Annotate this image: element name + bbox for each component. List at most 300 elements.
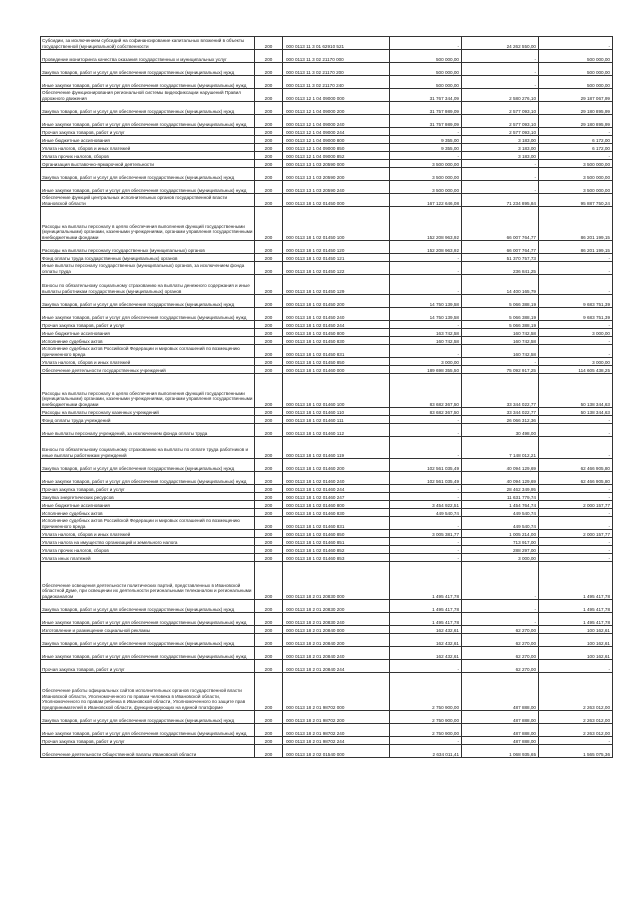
cell-cls: 000 0113 11 3 02 21170 240 <box>283 76 390 89</box>
cell-cls: 000 0113 18 1 02 01460 100 <box>283 374 390 408</box>
cell-exec: 24 262 550,00 <box>462 37 539 50</box>
cell-plan: - <box>390 254 462 262</box>
cell-plan: 31 767 344,09 <box>390 89 462 102</box>
cell-name: Прочая закупка товаров, работ и услуг <box>41 321 255 329</box>
cell-name: Уплата налогов, сборов и иных платежей <box>41 530 255 538</box>
cell-rest: - <box>539 737 613 745</box>
cell-cls: 000 0113 18 1 02 01450 830 <box>283 337 390 345</box>
cell-rest: 100 162,61 <box>539 626 613 634</box>
cell-rest: - <box>539 424 613 437</box>
cell-code: 200 <box>255 493 283 501</box>
cell-code: 200 <box>255 358 283 366</box>
cell-plan: 9 355,00 <box>390 144 462 152</box>
cell-code: 200 <box>255 254 283 262</box>
cell-code: 200 <box>255 647 283 660</box>
cell-plan: 3 005 381,77 <box>390 530 462 538</box>
cell-exec: 5 066 388,19 <box>462 295 539 308</box>
cell-cls: 000 0113 18 2 01 98702 000 <box>283 673 390 711</box>
cell-cls: 000 0113 12 1 04 09000 850 <box>283 144 390 152</box>
table-row <box>41 241 613 254</box>
cell-cls: 000 0113 12 1 04 09000 240 <box>283 115 390 128</box>
cell-cls: 000 0113 18 2 01 20840 200 <box>283 634 390 647</box>
cell-plan: 102 561 035,49 <box>390 459 462 472</box>
cell-plan: 3 500 000,00 <box>390 181 462 194</box>
cell-cls: 000 0113 18 1 02 01460 119 <box>283 437 390 459</box>
cell-exec: 1 454 764,74 <box>462 501 539 509</box>
cell-cls: 000 0113 11 3 02 21170 000 <box>283 50 390 63</box>
cell-name: Прочая закупка товаров, работ и услуг <box>41 485 255 493</box>
cell-name: Фонд оплаты труда учреждений <box>41 416 255 424</box>
cell-rest: 1 495 417,78 <box>539 613 613 626</box>
cell-plan: 2 750 900,00 <box>390 724 462 737</box>
cell-plan: 14 750 139,58 <box>390 295 462 308</box>
table-row <box>41 626 613 634</box>
cell-name: Закупка энергетических ресурсов <box>41 493 255 501</box>
cell-rest: 500 000,00 <box>539 50 613 63</box>
table-row <box>41 647 613 660</box>
cell-name: Закупка товаров, работ и услуг для обеспечения государственных (муниципальных) нужд <box>41 63 255 76</box>
cell-plan: 2 750 900,00 <box>390 673 462 711</box>
cell-code: 200 <box>255 724 283 737</box>
cell-cls: 000 0113 18 2 01 20840 240 <box>283 647 390 660</box>
cell-exec: - <box>462 63 539 76</box>
table-row <box>41 472 613 485</box>
table-row <box>41 63 613 76</box>
cell-plan: 2 750 900,00 <box>390 711 462 724</box>
cell-exec: - <box>462 50 539 63</box>
table-row <box>41 37 613 50</box>
cell-plan: 9 355,00 <box>390 136 462 144</box>
cell-exec: 75 092 917,25 <box>462 366 539 374</box>
cell-rest: - <box>539 152 613 160</box>
cell-plan: - <box>390 262 462 275</box>
cell-code: 200 <box>255 207 283 241</box>
cell-name: Субсидии, за исключением субсидий на софинансирование капитальных вложений в объекты государственной (муниципальной) собственности <box>41 37 255 50</box>
cell-exec: 5 066 388,19 <box>462 308 539 321</box>
cell-name: Закупка товаров, работ и услуг для обеспечения государственных (муниципальных) нужд <box>41 459 255 472</box>
cell-cls: 000 0113 18 1 02 01460 240 <box>283 472 390 485</box>
table-row <box>41 115 613 128</box>
cell-name: Взносы по обязательному социальному страхованию на выплаты по оплате труда работников и иные выплаты работникам учреждений <box>41 437 255 459</box>
cell-code: 200 <box>255 241 283 254</box>
cell-exec: 62 270,00 <box>462 647 539 660</box>
cell-plan: 31 757 989,09 <box>390 102 462 115</box>
cell-exec: 71 234 895,84 <box>462 194 539 207</box>
table-row <box>41 673 613 711</box>
cell-exec: - <box>462 358 539 366</box>
cell-plan: 500 000,00 <box>390 76 462 89</box>
cell-cls: 000 0113 18 1 02 01450 240 <box>283 308 390 321</box>
cell-code: 200 <box>255 295 283 308</box>
cell-code: 200 <box>255 613 283 626</box>
cell-plan: - <box>390 37 462 50</box>
cell-exec: 3 183,00 <box>462 144 539 152</box>
cell-name: Расходы на выплаты персоналу государственных (муниципальных) органов <box>41 241 255 254</box>
cell-name: Уплата прочих налогов, сборов <box>41 546 255 554</box>
cell-code: 200 <box>255 262 283 275</box>
cell-exec: 1 005 214,00 <box>462 530 539 538</box>
cell-rest: 29 187 067,99 <box>539 89 613 102</box>
cell-exec: 62 270,00 <box>462 626 539 634</box>
cell-cls: 000 0113 13 1 03 20590 240 <box>283 181 390 194</box>
table-row <box>41 89 613 102</box>
cell-code: 200 <box>255 329 283 337</box>
cell-exec: 449 540,74 <box>462 509 539 517</box>
cell-exec: 11 631 779,74 <box>462 493 539 501</box>
cell-name: Иные выплаты персоналу государственных (муниципальных) органов, за исключением фонда оплаты труда <box>41 262 255 275</box>
cell-cls: 000 0113 18 1 02 01460 110 <box>283 408 390 416</box>
cell-rest: 62 466 905,80 <box>539 459 613 472</box>
table-row <box>41 737 613 745</box>
cell-name: Обеспечение деятельности государственных учреждений <box>41 366 255 374</box>
cell-name: Исполнение судебных актов Российской Федерации и мировых соглашений по возмещению причиненного вреда <box>41 517 255 530</box>
cell-code: 200 <box>255 102 283 115</box>
cell-cls: 000 0113 12 1 04 09000 244 <box>283 128 390 136</box>
table-row <box>41 493 613 501</box>
cell-name: Обеспечение функций центральных исполнительных органов государственной власти Ивановской области <box>41 194 255 207</box>
cell-plan: - <box>390 416 462 424</box>
cell-name: Закупка товаров, работ и услуг для обеспечения государственных (муниципальных) нужд <box>41 634 255 647</box>
cell-exec: 26 066 312,36 <box>462 416 539 424</box>
cell-name: Закупка товаров, работ и услуг для обеспечения государственных (муниципальных) нужд <box>41 168 255 181</box>
cell-code: 200 <box>255 530 283 538</box>
cell-code: 200 <box>255 634 283 647</box>
cell-plan: 102 561 035,49 <box>390 472 462 485</box>
cell-cls: 000 0113 18 1 02 01450 000 <box>283 194 390 207</box>
cell-code: 200 <box>255 626 283 634</box>
cell-plan: 500 000,00 <box>390 63 462 76</box>
table-row <box>41 168 613 181</box>
cell-cls: 000 0113 18 2 01 98702 240 <box>283 724 390 737</box>
cell-plan: 189 698 355,50 <box>390 366 462 374</box>
cell-code: 200 <box>255 660 283 673</box>
cell-cls: 000 0113 18 1 02 01460 851 <box>283 538 390 546</box>
table-row <box>41 136 613 144</box>
cell-name: Уплата иных платежей <box>41 554 255 562</box>
cell-name: Прочая закупка товаров, работ и услуг <box>41 660 255 673</box>
cell-cls: 000 0113 18 2 01 20840 244 <box>283 660 390 673</box>
cell-plan: 449 540,74 <box>390 509 462 517</box>
cell-name: Уплата налогов, сборов и иных платежей <box>41 144 255 152</box>
cell-code: 200 <box>255 160 283 168</box>
cell-plan: - <box>390 485 462 493</box>
cell-rest: 50 138 344,63 <box>539 374 613 408</box>
table-row <box>41 152 613 160</box>
cell-exec: - <box>462 181 539 194</box>
cell-exec: 66 007 764,77 <box>462 207 539 241</box>
cell-exec: 1 068 935,65 <box>462 745 539 758</box>
cell-plan: - <box>390 437 462 459</box>
cell-cls: 000 0113 18 2 01 98702 200 <box>283 711 390 724</box>
cell-cls: 000 0113 18 1 02 01460 850 <box>283 530 390 538</box>
cell-code: 200 <box>255 745 283 758</box>
cell-cls: 000 0113 18 1 02 01450 121 <box>283 254 390 262</box>
table-row <box>41 437 613 459</box>
cell-cls: 000 0113 12 1 04 09000 000 <box>283 89 390 102</box>
cell-plan: - <box>390 546 462 554</box>
cell-rest: 3 500 000,00 <box>539 160 613 168</box>
cell-rest: 9 683 751,39 <box>539 295 613 308</box>
table-row <box>41 329 613 337</box>
cell-plan: - <box>390 128 462 136</box>
cell-rest: - <box>539 275 613 295</box>
cell-code: 200 <box>255 538 283 546</box>
table-row <box>41 459 613 472</box>
cell-name: Иные закупки товаров, работ и услуг для обеспечения государственных (муниципальных) нужд <box>41 613 255 626</box>
cell-cls: 000 0113 13 1 03 20590 200 <box>283 168 390 181</box>
table-row <box>41 600 613 613</box>
cell-name: Обеспечение работы официальных сайтов исполнительных органов государственной власти Ивановской области, Уполномоченного по правам человека в Ивановской области, Уполномоченного по правам ребенка в Ивановской области, Уполномоченного по защите прав предпринимателей в Ивановской области, функционирующих на единой платформе <box>41 673 255 711</box>
cell-rest: 86 201 199,15 <box>539 207 613 241</box>
cell-rest: 50 138 344,63 <box>539 408 613 416</box>
cell-rest: 3 500 000,00 <box>539 168 613 181</box>
cell-name: Иные бюджетные ассигнования <box>41 329 255 337</box>
cell-rest: - <box>539 660 613 673</box>
cell-cls: 000 0113 18 2 02 01540 000 <box>283 745 390 758</box>
cell-code: 200 <box>255 437 283 459</box>
cell-exec: - <box>462 160 539 168</box>
cell-cls: 000 0113 18 1 02 01460 830 <box>283 509 390 517</box>
cell-name: Обеспечение освещения деятельности политических партий, представленных в Ивановской областной Думе, при освещении их деятельности региональными телеканалом и региональными радиоканалом <box>41 562 255 600</box>
cell-exec: 487 888,00 <box>462 737 539 745</box>
cell-code: 200 <box>255 76 283 89</box>
cell-code: 200 <box>255 115 283 128</box>
cell-code: 200 <box>255 37 283 50</box>
cell-plan: 152 208 963,92 <box>390 241 462 254</box>
cell-exec: 62 270,00 <box>462 660 539 673</box>
cell-name: Иные закупки товаров, работ и услуг для обеспечения государственных (муниципальных) нужд <box>41 647 255 660</box>
cell-rest: 2 263 012,00 <box>539 673 613 711</box>
cell-code: 200 <box>255 181 283 194</box>
cell-name: Уплата налогов, сборов и иных платежей <box>41 358 255 366</box>
cell-code: 200 <box>255 128 283 136</box>
cell-exec: - <box>462 168 539 181</box>
cell-rest: - <box>539 254 613 262</box>
cell-cls: 000 0113 13 1 03 20590 000 <box>283 160 390 168</box>
cell-name: Иные закупки товаров, работ и услуг для обеспечения государственных (муниципальных) нужд <box>41 308 255 321</box>
cell-exec: 33 344 022,77 <box>462 374 539 408</box>
cell-rest: 2 000 157,77 <box>539 501 613 509</box>
cell-name: Исполнение судебных актов <box>41 509 255 517</box>
table-row <box>41 102 613 115</box>
cell-plan: 1 495 417,78 <box>390 613 462 626</box>
cell-rest: - <box>539 437 613 459</box>
cell-rest: - <box>539 262 613 275</box>
table-row <box>41 144 613 152</box>
cell-name: Изготовление и размещение социальной рекламы <box>41 626 255 634</box>
cell-rest: 95 887 750,24 <box>539 194 613 207</box>
cell-plan: - <box>390 275 462 295</box>
cell-cls: 000 0113 18 1 02 01460 852 <box>283 546 390 554</box>
cell-code: 200 <box>255 136 283 144</box>
cell-cls: 000 0113 18 1 02 01450 850 <box>283 358 390 366</box>
cell-exec: 2 577 093,10 <box>462 128 539 136</box>
cell-name: Иные выплаты персоналу учреждений, за исключением фонда оплаты труда <box>41 424 255 437</box>
table-row <box>41 724 613 737</box>
cell-code: 200 <box>255 424 283 437</box>
cell-rest: 2 000 157,77 <box>539 530 613 538</box>
cell-plan: 83 682 367,50 <box>390 408 462 416</box>
table-row <box>41 562 613 600</box>
cell-rest: 62 466 905,80 <box>539 472 613 485</box>
cell-exec: 2 577 093,10 <box>462 115 539 128</box>
cell-plan: 1 495 417,78 <box>390 600 462 613</box>
cell-name: Иные закупки товаров, работ и услуг для обеспечения государственных (муниципальных) нужд <box>41 181 255 194</box>
table-row <box>41 308 613 321</box>
budget-report-sheet <box>40 36 612 758</box>
cell-rest: 29 180 895,99 <box>539 115 613 128</box>
cell-name: Проведение мониторинга качества оказания государственных и муниципальных услуг <box>41 50 255 63</box>
cell-exec: 40 094 129,69 <box>462 459 539 472</box>
cell-exec: 160 742,58 <box>462 329 539 337</box>
cell-cls: 000 0113 18 1 02 01460 853 <box>283 554 390 562</box>
cell-exec: - <box>462 76 539 89</box>
cell-rest: - <box>539 538 613 546</box>
cell-name: Исполнение судебных актов <box>41 337 255 345</box>
cell-cls: 000 0113 18 1 02 01450 244 <box>283 321 390 329</box>
cell-exec: 487 888,00 <box>462 673 539 711</box>
cell-code: 200 <box>255 485 283 493</box>
cell-rest: 1 495 417,78 <box>539 562 613 600</box>
cell-name: Расходы на выплаты персоналу в целях обеспечения выполнения функций государственными (муниципальными) органами, казенными учреждениями, органами управления государственными внебюджетными фондами <box>41 374 255 408</box>
cell-code: 200 <box>255 321 283 329</box>
cell-rest: - <box>539 345 613 358</box>
cell-exec: 62 270,00 <box>462 634 539 647</box>
cell-exec: 51 370 757,73 <box>462 254 539 262</box>
cell-rest: 2 263 012,00 <box>539 724 613 737</box>
table-row <box>41 194 613 207</box>
cell-exec: 288 297,00 <box>462 546 539 554</box>
cell-cls: 000 0113 18 1 02 01450 800 <box>283 329 390 337</box>
table-row <box>41 295 613 308</box>
cell-code: 200 <box>255 144 283 152</box>
table-row <box>41 262 613 275</box>
cell-exec: 7 148 012,21 <box>462 437 539 459</box>
cell-exec: 30 498,00 <box>462 424 539 437</box>
cell-plan: 163 742,58 <box>390 329 462 337</box>
cell-exec: - <box>462 562 539 600</box>
cell-code: 200 <box>255 711 283 724</box>
cell-cls: 000 0113 18 1 02 01460 247 <box>283 493 390 501</box>
cell-code: 200 <box>255 152 283 160</box>
table-row <box>41 128 613 136</box>
cell-name: Иные бюджетные ассигнования <box>41 501 255 509</box>
table-row <box>41 207 613 241</box>
cell-cls: 000 0113 18 1 02 01460 200 <box>283 459 390 472</box>
cell-name: Уплата налога на имущество организаций и земельного налога <box>41 538 255 546</box>
cell-rest: 2 263 012,00 <box>539 711 613 724</box>
table-row <box>41 546 613 554</box>
cell-code: 200 <box>255 374 283 408</box>
cell-name: Обеспечение функционирования региональной системы видеофиксации нарушений Правил дорожного движения <box>41 89 255 102</box>
cell-plan: 14 750 139,58 <box>390 308 462 321</box>
table-row <box>41 50 613 63</box>
cell-code: 200 <box>255 366 283 374</box>
cell-plan: - <box>390 345 462 358</box>
cell-plan: - <box>390 660 462 673</box>
cell-rest: 100 162,61 <box>539 647 613 660</box>
cell-name: Иные закупки товаров, работ и услуг для обеспечения государственных (муниципальных) нужд <box>41 472 255 485</box>
cell-rest: - <box>539 517 613 530</box>
cell-exec: 33 344 022,77 <box>462 408 539 416</box>
cell-code: 200 <box>255 308 283 321</box>
cell-code: 200 <box>255 416 283 424</box>
cell-name: Уплата прочих налогов, сборов <box>41 152 255 160</box>
cell-exec: 40 094 129,69 <box>462 472 539 485</box>
cell-name: Исполнение судебных актов Российской Федерации и мировых соглашений по возмещению причиненного вреда <box>41 345 255 358</box>
cell-plan: - <box>390 321 462 329</box>
cell-code: 200 <box>255 737 283 745</box>
cell-name: Организация выставочно-ярмарочной деятельности <box>41 160 255 168</box>
cell-cls: 000 0113 18 1 02 01450 129 <box>283 275 390 295</box>
cell-rest: - <box>539 554 613 562</box>
cell-plan: 3 000,00 <box>390 358 462 366</box>
cell-plan: - <box>390 424 462 437</box>
table-row <box>41 76 613 89</box>
cell-code: 200 <box>255 600 283 613</box>
cell-name: Иные закупки товаров, работ и услуг для обеспечения государственных (муниципальных) нужд <box>41 115 255 128</box>
cell-plan: - <box>390 554 462 562</box>
cell-code: 200 <box>255 554 283 562</box>
cell-cls: 000 0113 18 1 02 01460 000 <box>283 366 390 374</box>
cell-rest: 3 000,00 <box>539 358 613 366</box>
cell-cls: 000 0113 18 1 02 01460 831 <box>283 517 390 530</box>
cell-rest: - <box>539 37 613 50</box>
table-row <box>41 374 613 408</box>
table-row <box>41 554 613 562</box>
cell-cls: 000 0113 18 2 01 20830 200 <box>283 600 390 613</box>
cell-cls: 000 0113 18 1 02 01460 244 <box>283 485 390 493</box>
cell-plan: - <box>390 152 462 160</box>
cell-rest: 3 500 000,00 <box>539 181 613 194</box>
cell-plan: - <box>390 737 462 745</box>
cell-exec: - <box>462 613 539 626</box>
cell-exec: 2 577 093,10 <box>462 102 539 115</box>
cell-plan: 83 682 367,50 <box>390 374 462 408</box>
cell-code: 200 <box>255 194 283 207</box>
cell-plan: 500 000,00 <box>390 50 462 63</box>
table-row <box>41 160 613 168</box>
cell-plan: 162 432,61 <box>390 626 462 634</box>
budget-execution-table <box>40 36 613 758</box>
cell-rest: 500 000,00 <box>539 63 613 76</box>
cell-rest: - <box>539 485 613 493</box>
cell-name: Прочая закупка товаров, работ и услуг <box>41 737 255 745</box>
cell-rest: 6 172,00 <box>539 144 613 152</box>
cell-name: Закупка товаров, работ и услуг для обеспечения государственных (муниципальных) нужд <box>41 711 255 724</box>
cell-exec: 5 066 388,19 <box>462 321 539 329</box>
cell-exec: 487 888,00 <box>462 724 539 737</box>
cell-rest: - <box>539 493 613 501</box>
table-row <box>41 538 613 546</box>
cell-plan: 162 432,61 <box>390 634 462 647</box>
cell-name: Обеспечение деятельности Общественной палаты Ивановской области <box>41 745 255 758</box>
cell-rest: 29 180 895,99 <box>539 102 613 115</box>
cell-rest: 100 162,61 <box>539 634 613 647</box>
cell-exec: 449 540,74 <box>462 517 539 530</box>
cell-plan: 2 634 011,41 <box>390 745 462 758</box>
cell-cls: 000 0113 18 2 01 98702 244 <box>283 737 390 745</box>
cell-plan: 162 432,61 <box>390 647 462 660</box>
cell-name: Фонд оплаты труда государственных (муниципальных) органов <box>41 254 255 262</box>
cell-cls: 000 0113 11 3 02 21170 200 <box>283 63 390 76</box>
cell-rest: 500 000,00 <box>539 76 613 89</box>
cell-cls: 000 0113 18 1 02 01460 800 <box>283 501 390 509</box>
cell-code: 200 <box>255 408 283 416</box>
cell-name: Закупка товаров, работ и услуг для обеспечения государственных (муниципальных) нужд <box>41 295 255 308</box>
cell-name: Иные закупки товаров, работ и услуг для обеспечения государственных (муниципальных) нужд <box>41 724 255 737</box>
cell-exec: 236 841,25 <box>462 262 539 275</box>
